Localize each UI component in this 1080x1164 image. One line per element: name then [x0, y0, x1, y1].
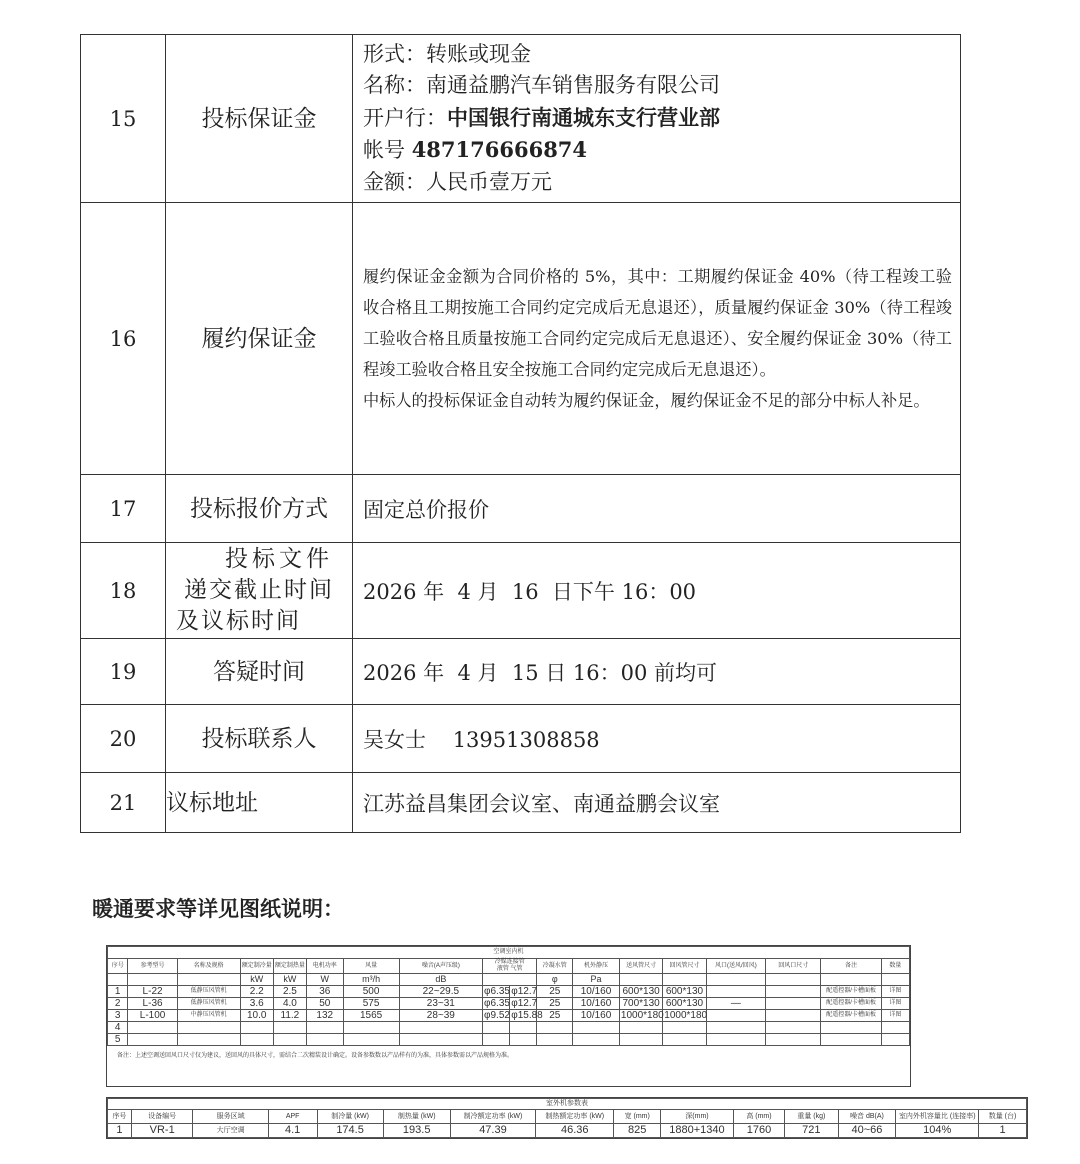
table-cell [619, 1022, 662, 1034]
row-item: 议标地址 [166, 773, 353, 833]
table-cell: φ15.88 [511, 1010, 543, 1021]
table-cell [273, 1034, 306, 1046]
column-header: 高 (mm) [733, 1110, 784, 1124]
row-number: 18 [81, 543, 166, 639]
column-header: 名称及规格 [177, 959, 240, 974]
table-cell: 10/160 [573, 998, 620, 1010]
table-cell: VR-1 [131, 1124, 193, 1138]
table-cell: 47.39 [450, 1124, 535, 1138]
row-item: 履约保证金 [166, 203, 353, 475]
table-cell [619, 1034, 662, 1046]
column-header: 深(mm) [661, 1110, 734, 1124]
table-cell: — [706, 998, 766, 1010]
table-cell [881, 1034, 909, 1046]
table-cell [510, 1034, 537, 1046]
content-line [363, 134, 952, 167]
table-cell: 25 [537, 1010, 573, 1022]
column-subheaders: 液管 气管 [496, 966, 523, 972]
table-cell [881, 1022, 909, 1034]
table-cell [766, 1022, 821, 1034]
table-cell: 详图 [881, 998, 909, 1010]
table-cell: 575 [343, 998, 399, 1010]
table-cell [483, 1022, 510, 1034]
column-header: 宽 (mm) [614, 1110, 661, 1124]
row-content: 2026 年 4 月 16 日下午 16：00 [353, 543, 961, 639]
table-cell: 1 [979, 1124, 1027, 1138]
table-cell: 174.5 [317, 1124, 383, 1138]
column-header: 设备编号 [131, 1110, 193, 1124]
table-cell: 700*130 [619, 998, 662, 1010]
unit-cell [706, 974, 766, 986]
column-header: 制热额定功率 (kW) [536, 1110, 614, 1124]
table-cell [399, 1022, 482, 1034]
table-cell: 中静压风管机 [177, 1010, 240, 1022]
row-content: 2026 年 4 月 15 日 16：00 前均可 [353, 639, 961, 705]
row-content: 吴女士 13951308858 [353, 705, 961, 773]
column-header: 室内外机容量比 (连接率) [896, 1110, 979, 1124]
row-number: 16 [81, 203, 166, 475]
table-cell: 36 [306, 986, 343, 998]
table-row [108, 1010, 910, 1022]
table-cell: 600*130 [663, 998, 706, 1010]
table-cell: 4 [108, 1022, 128, 1034]
table-cell: 5 [108, 1034, 128, 1046]
column-header: 服务区域 [193, 1110, 268, 1124]
content-label: 帐号 [363, 138, 405, 163]
table-cell [240, 1022, 273, 1034]
table-cell [706, 1034, 766, 1046]
item-line: 及议标时间 [176, 608, 301, 634]
table-cell: φ6.35 [484, 986, 510, 997]
unit-cell [821, 974, 881, 986]
table-cell: 10/160 [573, 1010, 620, 1022]
table-cell: 23~31 [399, 998, 482, 1010]
column-header-text: 冷媒连接管 [494, 959, 525, 965]
row-item: 投标联系人 [166, 705, 353, 773]
unit-cell: kW [240, 974, 273, 986]
table-cell: 22~29.5 [399, 986, 482, 998]
table-cell [706, 1022, 766, 1034]
table-cell: 低静压风管机 [177, 986, 240, 998]
row-item: 投标报价方式 [166, 475, 353, 543]
table-cell: 低静压风管机 [177, 998, 240, 1010]
tender-info-table [80, 34, 961, 833]
table-row [81, 639, 961, 705]
unit-cell: dB [399, 974, 482, 986]
section-heading: 暖通要求等详见图纸说明： [92, 897, 344, 921]
item-line: 递交截止时间 [184, 577, 334, 603]
column-header: 额定制冷量 [240, 959, 273, 974]
table-cell [706, 986, 766, 998]
table-cell [573, 1022, 620, 1034]
column-header: 风量 [343, 959, 399, 974]
row-content: 固定总价报价 [353, 475, 961, 543]
column-header: 制冷额定功率 (kW) [450, 1110, 535, 1124]
unit-cell [483, 974, 537, 986]
unit-cell [881, 974, 909, 986]
row-number: 20 [81, 705, 166, 773]
table-row [108, 1034, 910, 1046]
content-line: 名称：南通益鹏汽车销售服务有限公司 [363, 73, 720, 98]
table-cell [766, 986, 821, 998]
outdoor-title: 室外机参数表 [108, 1099, 1027, 1110]
table-cell: 2.5 [273, 986, 306, 998]
column-header: 参考型号 [128, 959, 177, 974]
column-header: 送风管尺寸 [619, 959, 662, 974]
content-paragraph: 中标人的投标保证金自动转为履约保证金，履约保证金不足的部分中标人补足。 [363, 391, 930, 410]
table-cell: 11.2 [273, 1010, 306, 1022]
column-header: 回风口尺寸 [766, 959, 821, 974]
unit-cell [663, 974, 706, 986]
unit-cell [619, 974, 662, 986]
table-cell [177, 1034, 240, 1046]
table-cell: 25 [537, 986, 573, 998]
table-cell [343, 1022, 399, 1034]
table-cell: 4.0 [273, 998, 306, 1010]
table-cell: 1565 [343, 1010, 399, 1022]
table-cell: 104% [896, 1124, 979, 1138]
table-cell [766, 1034, 821, 1046]
table-cell: 3 [108, 1010, 128, 1022]
table-cell [483, 1034, 510, 1046]
column-header: 制热量 (kW) [383, 1110, 450, 1124]
column-header: 噪音(A声压级) [399, 959, 482, 974]
table-cell: 3.6 [240, 998, 273, 1010]
table-cell: L-36 [128, 998, 177, 1010]
table-cell: φ12.7 [511, 986, 538, 997]
column-header: 备注 [821, 959, 881, 974]
indoor-note: 备注：上述空调送回风口尺寸仅为建议，送回风的具体尺寸，需结合二次精装设计确定。设备参数数以产品样有的为准，具体参数需以产品规格为准。 [117, 1053, 514, 1059]
unit-cell [108, 974, 128, 986]
table-cell: L-22 [128, 986, 177, 998]
table-cell: 1 [108, 1124, 132, 1138]
column-header: 制冷量 (kW) [317, 1110, 383, 1124]
content-line [363, 102, 952, 135]
table-row [108, 986, 910, 998]
unit-cell: kW [273, 974, 306, 986]
table-cell [240, 1034, 273, 1046]
table-cell [706, 1010, 766, 1022]
table-cell: 193.5 [383, 1124, 450, 1138]
table-cell: 50 [306, 998, 343, 1010]
row-content [353, 35, 961, 203]
unit-cell [128, 974, 177, 986]
table-cell [306, 1022, 343, 1034]
indoor-unit-table [106, 945, 911, 1087]
row-number: 19 [81, 639, 166, 705]
table-cell [821, 1034, 881, 1046]
table-row [81, 203, 961, 475]
column-header [483, 959, 537, 974]
table-cell: φ9.52 [484, 1010, 510, 1021]
table-cell: 825 [614, 1124, 661, 1138]
table-cell: 46.36 [536, 1124, 614, 1138]
table-cell: 28~39 [399, 1010, 482, 1022]
table-cell [510, 1022, 537, 1034]
table-cell [573, 1034, 620, 1046]
column-header: 风口(送风/回风) [706, 959, 766, 974]
content-label: 开户行： [363, 105, 447, 130]
column-header: 噪音 dB(A) [838, 1110, 896, 1124]
column-header: 冷凝水管 [537, 959, 573, 974]
table-cell [128, 1022, 177, 1034]
column-header: 额定制热量 [273, 959, 306, 974]
row-number: 15 [81, 35, 166, 203]
row-content [353, 203, 961, 475]
table-cell: 600*130 [663, 986, 706, 998]
column-header: 重量 (kg) [785, 1110, 838, 1124]
table-row [81, 475, 961, 543]
table-cell [273, 1022, 306, 1034]
table-cell [766, 998, 821, 1010]
column-header: 序号 [108, 959, 128, 974]
table-row [81, 773, 961, 833]
column-header: APF [268, 1110, 317, 1124]
table-row [81, 543, 961, 639]
table-row [81, 705, 961, 773]
table-cell: 2.2 [240, 986, 273, 998]
table-cell: 1000*180 [620, 1010, 664, 1021]
table-cell: 4.1 [268, 1124, 317, 1138]
table-cell: φ12.7 [511, 998, 538, 1009]
table-cell: 40~66 [838, 1124, 896, 1138]
unit-cell: Pa [573, 974, 620, 986]
table-cell: 1880+1340 [661, 1124, 734, 1138]
outdoor-unit-table [106, 1097, 1028, 1139]
column-header: 序号 [108, 1110, 132, 1124]
row-item: 投标保证金 [166, 35, 353, 203]
column-header: 回风管尺寸 [663, 959, 706, 974]
unit-cell [766, 974, 821, 986]
row-number: 21 [81, 773, 166, 833]
table-row [108, 1124, 1027, 1138]
table-cell [177, 1022, 240, 1034]
table-cell [399, 1034, 482, 1046]
bank-name: 中国银行南通城东支行营业部 [447, 104, 720, 130]
table-cell [766, 1010, 821, 1022]
table-cell: 配遥控器/卡槽面板 [821, 998, 881, 1010]
table-cell: 10.0 [240, 1010, 273, 1022]
table-row [81, 35, 961, 203]
table-cell: 详图 [881, 986, 909, 998]
row-content: 江苏益昌集团会议室、南通益鹏会议室 [353, 773, 961, 833]
column-header: 电机功率 [306, 959, 343, 974]
table-cell [306, 1034, 343, 1046]
content-line: 金额：人民币壹万元 [363, 169, 552, 194]
table-cell: 详图 [881, 1010, 909, 1022]
table-cell [663, 1022, 706, 1034]
unit-cell [177, 974, 240, 986]
table-cell: 1760 [733, 1124, 784, 1138]
table-cell: 500 [343, 986, 399, 998]
table-cell [537, 1034, 573, 1046]
table-cell: 2 [108, 998, 128, 1010]
unit-cell: W [306, 974, 343, 986]
table-cell [343, 1034, 399, 1046]
content-paragraph: 履约保证金金额为合同价格的 5%，其中：工期履约保证金 40%（待工程竣工验收合格且工期按施工合同约定完成后无息退还），质量履约保证金 30%（待工程竣工验收合格且质量按施工合同约定完成后无息退还）、安全履约保证金 30%（待工程竣工验收合格且安全按施工合同约定完成后无息退还）。 [363, 267, 952, 379]
table-cell: 配遥控器/卡槽面板 [821, 1010, 881, 1022]
column-header: 数量 [881, 959, 909, 974]
row-item [166, 543, 353, 639]
table-cell: 132 [306, 1010, 343, 1022]
account-number: 487176666874 [411, 137, 588, 163]
table-row [108, 1022, 910, 1034]
row-number: 17 [81, 475, 166, 543]
table-row [108, 998, 910, 1010]
table-cell: 721 [785, 1124, 838, 1138]
table-cell: 600*130 [619, 986, 662, 998]
table-cell: L-100 [128, 1010, 177, 1022]
column-header: 数量 (台) [979, 1110, 1027, 1124]
column-header: 机外静压 [573, 959, 620, 974]
table-cell [663, 1034, 706, 1046]
table-cell: 大厅空调 [193, 1124, 268, 1138]
table-cell [821, 1022, 881, 1034]
table-cell: 配遥控器/卡槽面板 [821, 986, 881, 998]
indoor-title: 空调室内机 [108, 947, 910, 959]
table-cell: φ6.35 [484, 998, 510, 1009]
table-cell: 1000*180 [664, 1010, 708, 1021]
content-line: 形式：转账或现金 [363, 41, 531, 66]
table-cell: 10/160 [573, 986, 620, 998]
row-item: 答疑时间 [166, 639, 353, 705]
unit-cell: φ [537, 974, 573, 986]
table-cell: 25 [537, 998, 573, 1010]
table-cell [128, 1034, 177, 1046]
table-cell [537, 1022, 573, 1034]
item-line: 投标文件 [225, 546, 333, 572]
table-cell: 1 [108, 986, 128, 998]
unit-cell: m³/h [343, 974, 399, 986]
